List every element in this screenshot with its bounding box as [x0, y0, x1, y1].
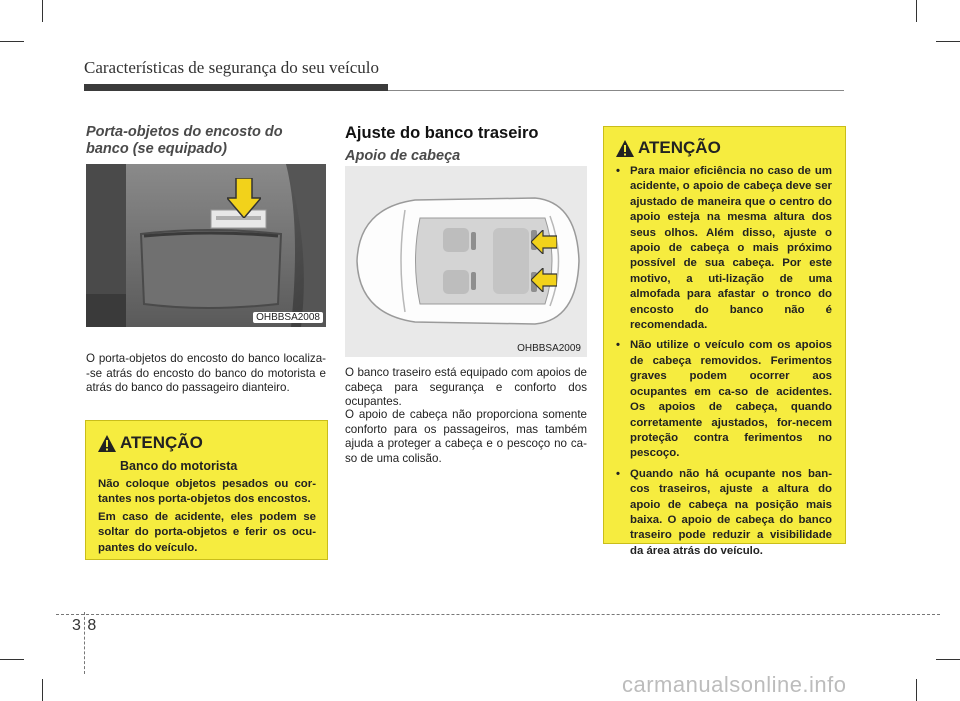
section-subheading: Porta-objetos do encosto do banco (se equipado)	[86, 124, 283, 157]
crop-mark	[0, 41, 24, 42]
warning-item-text: Não utilize o veículo com os apoios de cabeça removidos. Ferimentos graves podem ocorrer aos ocupantes em ca-so de acidentes. Os apoios de cabeça, quando corretamente ajustados, for-necem proteção contra ferimentos no pescoço.	[630, 339, 832, 460]
middle-paragraph-2: O apoio de cabeça não proporciona somente conforto para os passageiros, mas também ajuda a proteger a cabeça e o pescoço no ca-so de uma colisão.	[345, 408, 587, 465]
middle-paragraph-1: O banco traseiro está equipado com apoios de cabeça para segurança e conforto dos ocupantes.	[345, 366, 587, 409]
page-number: 3 8	[72, 617, 98, 634]
photo-code-label: OHBBSA2008	[253, 312, 323, 323]
bullet: •	[616, 165, 620, 177]
crop-mark	[42, 679, 43, 701]
warning-list	[616, 164, 832, 564]
warning-box-left	[85, 420, 328, 560]
warning-triangle-icon	[616, 140, 634, 157]
watermark: carmanualsonline.info	[622, 672, 847, 697]
crop-mark	[42, 0, 43, 22]
warning-triangle-icon	[98, 435, 116, 452]
warning-item-text: Para maior eficiência no caso de um acidente, o apoio de cabeça deve ser ajustado de maneira que o centro do apoio esteja na mesma altura dos seus olhos. Além disso, ajuste o apoio de cabeça o mais próximo possível de sua cabeça. Por este motivo, a uti-lização de uma almofada para afastar o tronco do encosto do banco não é recomendada.	[630, 165, 832, 332]
bullet: •	[616, 339, 620, 352]
warning-list-item	[616, 164, 832, 333]
seatback-pocket-illustration	[86, 164, 326, 327]
crop-mark	[936, 41, 960, 42]
warning-subtitle: Banco do motorista	[120, 459, 238, 473]
page-header-title: Características de segurança do seu veículo	[84, 58, 380, 77]
header-bar	[84, 84, 388, 91]
warning-item-text: Quando não há ocupante nos ban-cos traseiros, ajuste a altura do apoio de cabeça na posição mais baixa. O apoio de cabeça do banco traseiro pode reduzir a visibilidade da área atrás do veículo.	[630, 467, 832, 557]
crop-mark	[0, 659, 24, 660]
footer-rule	[56, 614, 940, 615]
arrow-icon	[531, 230, 557, 254]
section-subheading: Apoio de cabeça	[345, 148, 461, 164]
bullet: •	[616, 467, 620, 480]
header-rule	[388, 90, 844, 91]
warning-paragraph-2: Em caso de acidente, eles podem se soltar do porta-objetos e ferir os ocu-pantes do veículo.	[98, 511, 316, 554]
seatback-pocket-photo	[86, 164, 326, 327]
warning-paragraph-1: Não coloque objetos pesados ou cor-tantes nos porta-objetos dos encostos.	[98, 478, 316, 506]
car-top-view-illustration	[345, 166, 587, 357]
left-paragraph: O porta-objetos do encosto do banco localiza--se atrás do encosto do banco do motorista e atrás do banco do passageiro dianteiro.	[86, 352, 326, 395]
crop-mark	[936, 659, 960, 660]
warning-list-item	[616, 338, 832, 461]
arrow-icon	[531, 268, 557, 292]
warning-list-item	[616, 467, 832, 559]
warning-title: ATENÇÃO	[638, 138, 721, 157]
section-title: Ajuste do banco traseiro	[345, 124, 539, 142]
car-top-view-photo	[345, 166, 587, 357]
warning-title: ATENÇÃO	[120, 433, 203, 452]
crop-mark	[916, 679, 917, 701]
crop-mark	[916, 0, 917, 22]
photo-code-label: OHBBSA2009	[517, 343, 581, 354]
warning-box-right	[603, 126, 846, 557]
arrow-icon	[227, 178, 261, 218]
